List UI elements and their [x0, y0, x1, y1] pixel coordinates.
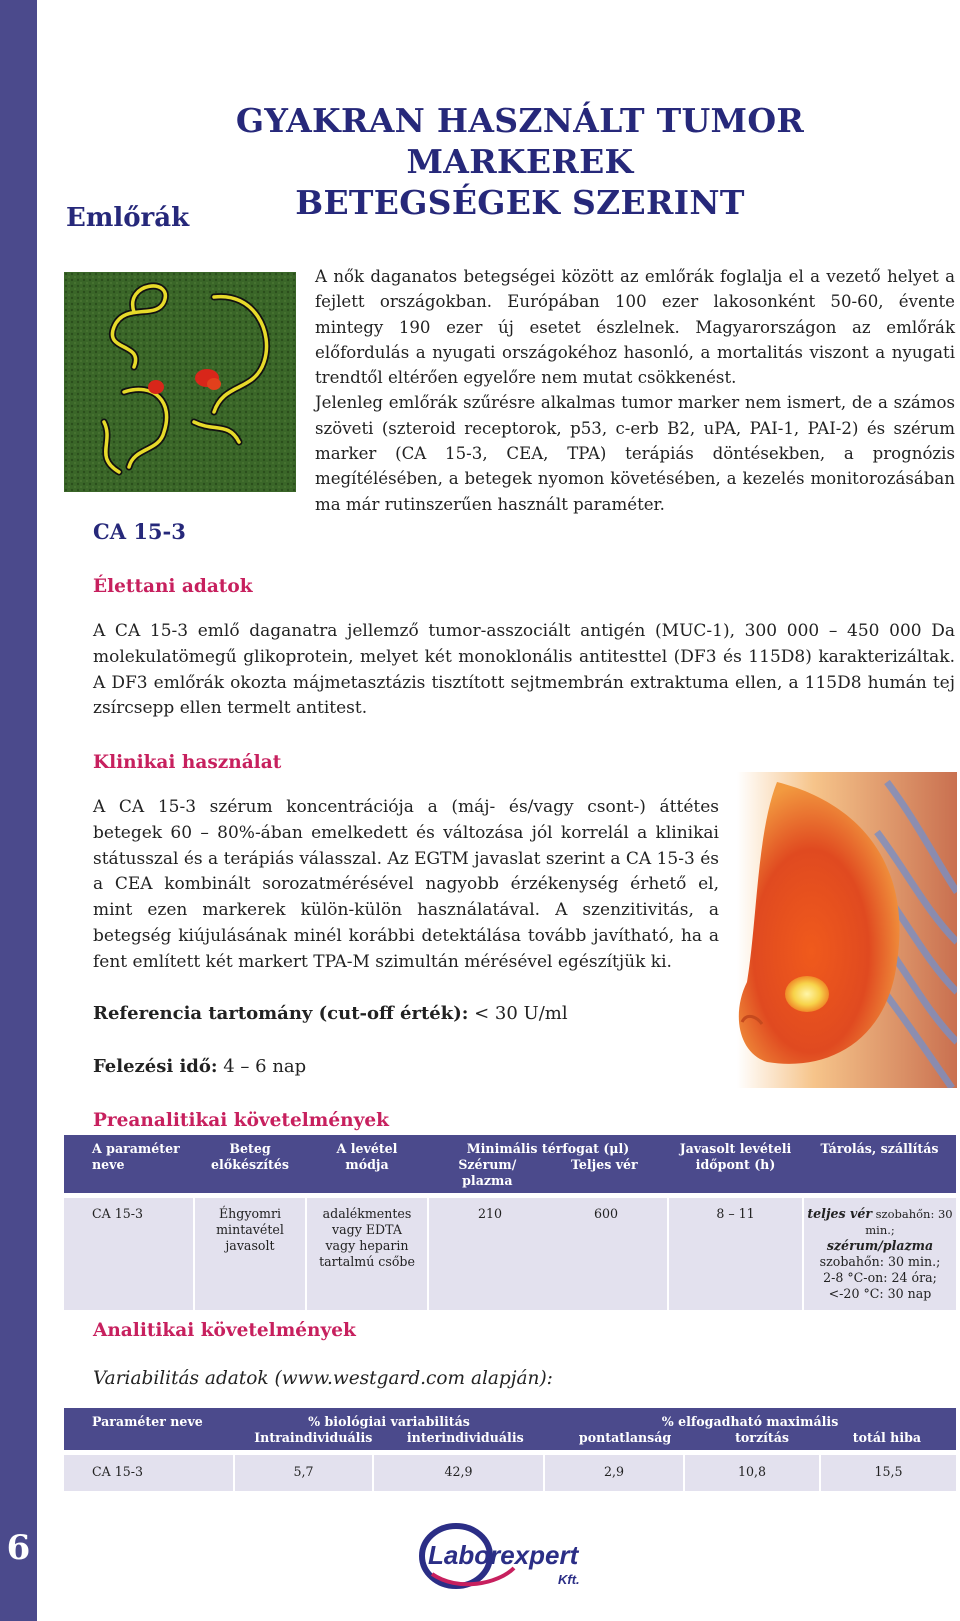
cell-sampling [306, 1196, 428, 1311]
col-min-volume-sub [431, 1157, 665, 1189]
cell-intra: 5,7 [234, 1453, 373, 1492]
col-max-sub [547, 1430, 953, 1446]
col-max-title: % elfogadható maximális [661, 1414, 839, 1429]
col-sampling-line2: módja [345, 1157, 389, 1172]
col-max-acceptable [544, 1408, 956, 1453]
col-bio-variability [234, 1408, 544, 1453]
half-life-value: 4 – 6 nap [217, 1056, 307, 1077]
logo-text: Laborexpert [428, 1540, 579, 1570]
cell-min-volume-values [432, 1206, 664, 1222]
col-whole-blood: Teljes vér [570, 1157, 638, 1172]
page-number: 6 [6, 1528, 31, 1568]
page-title [140, 100, 900, 223]
col-sample-time-line2: időpont (h) [695, 1157, 776, 1172]
preanalytic-table [64, 1135, 956, 1310]
col-patient-prep-line2: előkészítés [211, 1157, 289, 1172]
col-intra: Intraindividuális [254, 1430, 373, 1445]
intro-paragraph-2: Jelenleg emlőrák szűrésre alkalmas tumor marker nem ismert, de a számos szöveti (szteroid receptorok, p53, c-erb B2, uPA, PAI-1, PAI-2) és szérum marker (CA 15-3, CEA, TPA) terápiás döntésekben, a prognózis megítélésében, a betegek nyomon követésében, a kezelés monitorozásában ma már rutinszerűen használt paraméter. [315, 393, 955, 514]
cell-illustration [64, 272, 296, 492]
cell-patient-line1: Éhgyomri [218, 1206, 282, 1221]
col-serum-line1: Szérum/ [458, 1157, 517, 1172]
logo-sub: Kft. [558, 1572, 580, 1587]
cell-storage-serum [807, 1238, 953, 1254]
col-sampling [306, 1135, 428, 1196]
col-bio-title: % biológiai variabilitás [308, 1414, 470, 1429]
col-min-volume-title: Minimális térfogat (μl) [466, 1141, 630, 1156]
col-bias: torzítás [735, 1430, 789, 1445]
laborexpert-logo-graphic [418, 1522, 608, 1592]
half-life [93, 1056, 306, 1077]
cell-param: CA 15-3 [64, 1196, 194, 1311]
preanalytic-row [64, 1196, 956, 1311]
cell-inter: 42,9 [373, 1453, 544, 1492]
reference-value: < 30 U/ml [468, 1003, 568, 1024]
storage-line-1: szobahőn: 30 min.; [819, 1254, 941, 1269]
intro-text [315, 264, 955, 517]
col-serum-plasma [458, 1157, 516, 1189]
col-inter: interindividuális [406, 1430, 524, 1445]
col-bio-sub [237, 1430, 541, 1446]
clinical-paragraph: A CA 15-3 szérum koncentrációja a (máj- és/vagy csont-) áttétes betegek 60 – 80%-ában emelkedett és változása jól korrelál a klinikai státusszal és a terápiás válasszal. Az EGTM javaslat szerint a CA 15-3 és a CEA kombinált sorozatmérésével nagyobb érzékenység érhető el, mint ezen markerek külön-külön használatával. A szenzitivitás, a betegség kiújulásának minél korábbi detektálása tovább javítható, ha a fent említett két markert TPA-M szimultán mérésével egészítjük ki. [93, 797, 719, 972]
cell-patient-prep [194, 1196, 306, 1311]
storage-whole-label: teljes vér [807, 1206, 872, 1221]
cell-serum-volume: 210 [477, 1206, 503, 1221]
col-param-name-line1: A paraméter [92, 1141, 180, 1156]
cell-precision: 2,9 [544, 1453, 684, 1492]
cell-sampling-line3: vagy heparin [325, 1238, 409, 1253]
variability-heading: Variabilitás adatok (www.westgard.com alapján): [93, 1368, 553, 1389]
col-precision: pontatlanság [578, 1430, 672, 1445]
col-patient-prep-line1: Beteg [229, 1141, 271, 1156]
physio-paragraph: A CA 15-3 emlő daganatra jellemző tumor-asszociált antigén (MUC-1), 300 000 – 450 000 Da molekulatömegű glikoprotein, melyet két monoklonális antitesttel (DF3 és 115D8) karakterizáltak. A DF3 emlőrák okozta májmetasztázis tisztított sejtmembrán extraktuma ellen, a 115D8 humán tej zsírcsepp ellen termelt antitest. [93, 621, 955, 719]
cell-var-param: CA 15-3 [64, 1453, 234, 1492]
storage-line-2: 2-8 °C-on: 24 óra; [823, 1270, 937, 1285]
cell-whole-blood-volume: 600 [593, 1206, 619, 1221]
cell-patient-line2: mintavétel [216, 1222, 284, 1237]
cell-sampling-line2: vagy EDTA [332, 1222, 402, 1237]
reference-range [93, 1003, 568, 1024]
marker-title: CA 15-3 [93, 519, 186, 544]
col-variability-param: Paraméter neve [64, 1408, 234, 1453]
variability-row [64, 1453, 956, 1492]
cell-min-volume [428, 1196, 668, 1311]
storage-line-3: <-20 °C: 30 nap [828, 1286, 932, 1301]
clinical-text [93, 795, 719, 976]
reference-label: Referencia tartomány (cut-off érték): [93, 1003, 469, 1024]
col-sample-time-line1: Javasolt levételi [679, 1141, 792, 1156]
cell-bias: 10,8 [684, 1453, 820, 1492]
col-param-name [64, 1135, 194, 1196]
analytic-heading: Analitikai követelmények [93, 1320, 356, 1341]
col-total-error: totál hiba [852, 1430, 922, 1445]
cell-sampling-line4: tartalmú csőbe [319, 1254, 415, 1269]
intro-paragraph-1: A nők daganatos betegségei között az emlőrák foglalja el a vezető helyet a fejlett országokban. Európában 100 ezer lakosonként 50-60, évente mintegy 190 ezer új esetet észlelnek. Magyarországon az emlőrák előfordulás a nyugati országokéhoz hasonló, a mortalitás viszont a nyugati trendtől eltérően egyelőre nem mutat csökkenést. [315, 267, 955, 388]
cell-illustration-graphic [64, 272, 296, 492]
storage-whole-value: szobahőn: 30 min.; [865, 1207, 953, 1237]
storage-serum-label: szérum/plazma [826, 1238, 934, 1253]
laborexpert-logo [418, 1522, 608, 1592]
col-sample-time [668, 1135, 803, 1196]
col-param-name-line2: neve [92, 1157, 125, 1172]
page-title-line-1: GYAKRAN HASZNÁLT TUMOR MARKEREK [235, 101, 805, 181]
col-serum-line2: plazma [462, 1173, 513, 1188]
section-heading: Emlőrák [66, 203, 190, 233]
breast-illustration [737, 772, 957, 1088]
preanalytic-header-row [64, 1135, 956, 1196]
variability-header-row [64, 1408, 956, 1453]
col-min-volume [428, 1135, 668, 1196]
physio-text [93, 619, 955, 722]
variability-table [64, 1408, 956, 1491]
breast-illustration-graphic [737, 772, 957, 1088]
col-patient-prep [194, 1135, 306, 1196]
cell-storage [803, 1196, 956, 1311]
page-title-line-2: BETEGSÉGEK SZERINT [295, 183, 745, 222]
half-life-label: Felezési idő: [93, 1056, 218, 1077]
cell-storage-whole [807, 1206, 953, 1238]
cell-sampling-line1: adalékmentes [322, 1206, 412, 1221]
physio-heading: Élettani adatok [93, 576, 253, 597]
clinical-heading: Klinikai használat [93, 752, 282, 773]
cell-total-error: 15,5 [820, 1453, 956, 1492]
col-storage: Tárolás, szállítás [803, 1135, 956, 1196]
sidebar-band [0, 0, 37, 1621]
col-sampling-line1: A levétel [336, 1141, 398, 1156]
cell-sample-time: 8 – 11 [668, 1196, 803, 1311]
preanalytic-heading: Preanalitikai követelmények [93, 1110, 389, 1131]
cell-patient-line3: javasolt [225, 1238, 275, 1253]
